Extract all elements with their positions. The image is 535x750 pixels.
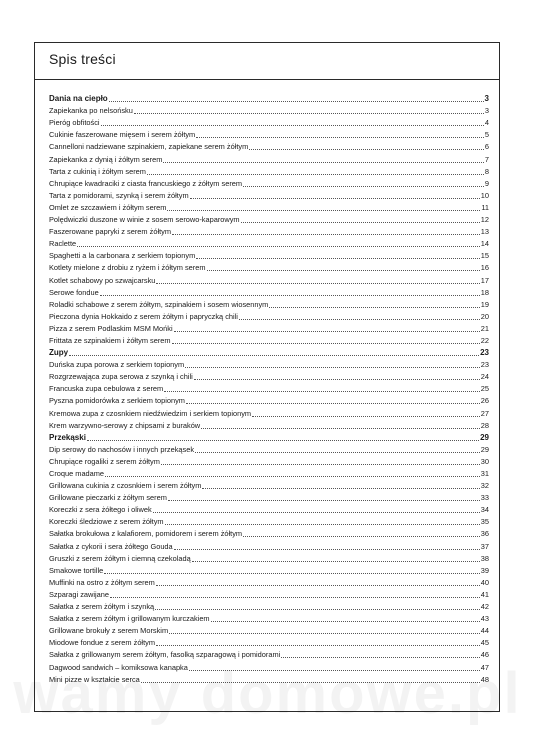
dot-leader (105, 473, 480, 477)
toc-page-number: 38 (480, 553, 489, 563)
toc-entry[interactable] (49, 273, 489, 285)
toc-entry[interactable] (49, 358, 489, 370)
toc-entry[interactable] (49, 612, 489, 624)
toc-page-number: 3 (484, 94, 489, 104)
toc-entry-title: Zapiekanka po nelsońsku (49, 106, 133, 116)
toc-page-number: 23 (480, 348, 489, 358)
toc-page-number: 24 (480, 372, 489, 382)
toc-entry-title: Tarta z cukinią i żółtym serem (49, 166, 146, 176)
toc-entry[interactable] (49, 527, 489, 539)
dot-leader (155, 606, 480, 610)
toc-page-number: 19 (480, 299, 489, 309)
dot-leader (109, 98, 484, 102)
toc-page-number: 36 (480, 529, 489, 539)
toc-section-heading[interactable] (49, 92, 489, 104)
dot-leader (249, 146, 484, 150)
toc-page-number: 47 (480, 662, 489, 672)
toc-page-number: 29 (480, 444, 489, 454)
toc-entry-title: Szparagi zawijane (49, 589, 109, 599)
toc-section-heading[interactable] (49, 431, 489, 443)
toc-entry[interactable] (49, 201, 489, 213)
toc-page-number: 30 (480, 456, 489, 466)
toc-page-number: 29 (480, 432, 489, 442)
table-of-contents (49, 92, 489, 685)
toc-entry[interactable] (49, 322, 489, 334)
dot-leader (207, 267, 480, 271)
dot-leader (241, 219, 480, 223)
dot-leader (192, 558, 480, 562)
toc-entry[interactable] (49, 189, 489, 201)
toc-page-number: 7 (484, 154, 489, 164)
toc-entry[interactable] (49, 128, 489, 140)
toc-entry-title: Sałatka z grillowanym serem żółtym, fasolką szparagową i pomidorami (49, 650, 281, 660)
toc-entry-title: Sałatka z serem żółtym i grillowanym kurczakiem (49, 614, 210, 624)
toc-page-number: 18 (480, 287, 489, 297)
toc-entry[interactable] (49, 503, 489, 515)
dot-leader (196, 255, 480, 259)
toc-entry[interactable] (49, 455, 489, 467)
toc-entry-title: Francuska zupa cebulowa z serem (49, 384, 164, 394)
toc-entry-title: Dagwood sandwich – komiksowa kanapka (49, 662, 188, 672)
dot-leader (110, 594, 480, 598)
toc-page-number: 46 (480, 650, 489, 660)
toc-entry-title: Faszerowane papryki z serem żółtym (49, 227, 171, 237)
toc-entry[interactable] (49, 298, 489, 310)
toc-entry-title: Gruszki z serem żółtym i ciemną czekoladą (49, 553, 191, 563)
dot-leader (281, 654, 480, 658)
toc-page-number: 11 (481, 202, 489, 212)
toc-entry-title: Duńska zupa porowa z serkiem topionym (49, 360, 185, 370)
toc-entry[interactable] (49, 660, 489, 672)
toc-entry[interactable] (49, 564, 489, 576)
toc-page-number: 48 (480, 674, 489, 684)
toc-section-heading[interactable] (49, 346, 489, 358)
document-page (34, 42, 500, 712)
toc-entry[interactable] (49, 624, 489, 636)
dot-leader (147, 171, 484, 175)
page-title: Spis treści (49, 51, 116, 67)
toc-page-number: 22 (480, 335, 489, 345)
dot-leader (77, 243, 480, 247)
toc-entry-title: Kotlety mielone z drobiu z ryżem i żółtym serem (49, 263, 206, 273)
toc-page-number: 17 (480, 275, 489, 285)
toc-page-number: 31 (480, 469, 489, 478)
dot-leader (168, 497, 480, 501)
toc-page-number: 39 (480, 565, 489, 575)
toc-entry[interactable] (49, 165, 489, 177)
toc-entry[interactable] (49, 419, 489, 431)
toc-page-number: 40 (480, 577, 489, 587)
toc-entry[interactable] (49, 394, 489, 406)
toc-entry-title: Chrupiące kwadraciki z ciasta francuskiego z żółtym serem (49, 178, 243, 188)
dot-leader (165, 521, 480, 525)
toc-entry[interactable] (49, 648, 489, 660)
toc-entry-title: Przekąski (49, 432, 86, 442)
toc-entry-title: Miodowe fondue z serem żółtym (49, 638, 155, 648)
toc-entry[interactable] (49, 576, 489, 588)
toc-page-number: 27 (480, 408, 489, 418)
dot-leader (156, 582, 480, 586)
dot-leader (104, 570, 480, 574)
toc-entry-title: Muffinki na ostro z żółtym serem (49, 577, 155, 587)
toc-entry-title: Pieróg obfitości (49, 118, 100, 128)
dot-leader (202, 485, 479, 489)
toc-entry[interactable] (49, 370, 489, 382)
toc-entry[interactable] (49, 491, 489, 503)
toc-entry[interactable] (49, 261, 489, 273)
toc-page-number: 14 (480, 239, 489, 249)
toc-entry-title: Raclette (49, 239, 77, 249)
toc-page-number: 28 (480, 420, 489, 430)
dot-leader (153, 509, 480, 513)
toc-page-number: 45 (480, 638, 489, 648)
toc-entry-title: Sałatka z serem żółtym i szynką (49, 602, 155, 612)
toc-page-number: 15 (480, 251, 489, 261)
toc-entry[interactable] (49, 140, 489, 152)
toc-entry[interactable] (49, 213, 489, 225)
toc-entry[interactable] (49, 673, 489, 685)
toc-page-number: 16 (480, 263, 489, 273)
toc-entry-title: Cukinie faszerowane mięsem i serem żółtym (49, 130, 196, 140)
toc-page-number: 33 (480, 493, 489, 503)
toc-entry-title: Spaghetti a la carbonara z serkiem topionym (49, 251, 196, 261)
dot-leader (172, 231, 480, 235)
toc-entry-title: Pizza z serem Podlaskim MSM Mońki (49, 323, 173, 333)
toc-page-number: 4 (484, 118, 489, 128)
dot-leader (190, 195, 480, 199)
dot-leader (174, 328, 480, 332)
toc-entry-title: Frittata ze szpinakiem i żółtym serem (49, 335, 171, 345)
dot-leader (69, 352, 479, 356)
toc-entry-title: Grillowane brokuły z serem Morskim (49, 626, 169, 636)
toc-entry[interactable] (49, 249, 489, 261)
dot-leader (243, 183, 484, 187)
dot-leader (252, 413, 480, 417)
toc-page-number: 34 (480, 505, 489, 515)
toc-page-number: 25 (480, 384, 489, 394)
toc-page-number: 3 (484, 106, 489, 116)
toc-entry-title: Smakowe tortille (49, 565, 104, 575)
dot-leader (169, 630, 480, 634)
dot-leader (239, 316, 480, 320)
toc-entry-title: Dip serowy do nachosów i innych przekąsek (49, 444, 195, 454)
toc-entry[interactable] (49, 515, 489, 527)
dot-leader (167, 207, 480, 211)
toc-page-number: 9 (484, 178, 489, 188)
toc-entry-title: Krem warzywno-serowy z chipsami z buraków (49, 420, 201, 430)
toc-entry-title: Sałatka z cykorii i sera żółtego Gouda (49, 541, 173, 551)
toc-entry[interactable] (49, 334, 489, 346)
toc-entry-title: Omlet ze szczawiem i żółtym serem (49, 202, 167, 212)
toc-page-number: 20 (480, 311, 489, 321)
toc-entry-title: Cannelloni nadziewane szpinakiem, zapiekane serem żółtym (49, 142, 249, 152)
toc-page-number: 42 (480, 602, 489, 612)
toc-page-number: 13 (480, 227, 489, 237)
dot-leader (163, 159, 484, 163)
toc-entry-title: Kremowa zupa z czosnkiem niedźwiedzim i serkiem topionym (49, 408, 252, 418)
toc-entry[interactable] (49, 152, 489, 164)
toc-page-number: 44 (480, 626, 489, 636)
toc-entry[interactable] (49, 479, 489, 491)
toc-entry[interactable] (49, 310, 489, 322)
toc-page-number: 32 (480, 481, 489, 491)
dot-leader (201, 425, 480, 429)
toc-entry-title: Zupy (49, 348, 69, 358)
toc-entry-title: Mini pizze w kształcie serca (49, 674, 140, 684)
dot-leader (186, 400, 480, 404)
dot-leader (172, 340, 480, 344)
toc-entry-title: Pyszna pomidorówka z serkiem topionym (49, 396, 185, 406)
toc-page-number: 21 (480, 323, 489, 333)
toc-page-number: 10 (480, 190, 489, 200)
toc-entry-title: Pieczona dynia Hokkaido z serem żółtym i papryczką chili (49, 311, 238, 321)
toc-entry[interactable] (49, 539, 489, 551)
dot-leader (87, 437, 479, 441)
toc-entry[interactable] (49, 177, 489, 189)
toc-entry-title: Dania na ciepło (49, 94, 108, 104)
toc-page-number: 41 (480, 589, 489, 599)
toc-entry-title: Serowe fondue (49, 287, 99, 297)
dot-leader (100, 292, 480, 296)
toc-entry[interactable] (49, 552, 489, 564)
toc-entry[interactable] (49, 116, 489, 128)
toc-page-number: 6 (484, 142, 489, 152)
toc-entry[interactable] (49, 225, 489, 237)
dot-leader (243, 533, 480, 537)
toc-entry-title: Grillowane pieczarki z żółtym serem (49, 493, 167, 503)
toc-page-number: 8 (484, 166, 489, 176)
toc-entry-title: Polędwiczki duszone w winie z sosem serowo-kaparowym (49, 215, 240, 225)
dot-leader (196, 134, 484, 138)
dot-leader (185, 364, 480, 368)
toc-entry[interactable] (49, 104, 489, 116)
toc-page-number: 23 (480, 360, 489, 370)
toc-entry[interactable] (49, 467, 489, 479)
toc-entry-title: Tarta z pomidorami, szynką i serem żółtym (49, 190, 189, 200)
dot-leader (164, 388, 480, 392)
toc-entry[interactable] (49, 406, 489, 418)
toc-entry[interactable] (49, 286, 489, 298)
dot-leader (174, 546, 480, 550)
dot-leader (189, 667, 480, 671)
toc-entry-title: Koreczki z sera żółtego i oliwek (49, 505, 152, 515)
toc-page-number: 43 (480, 614, 489, 624)
toc-page-number: 12 (480, 215, 489, 225)
toc-page-number: 35 (480, 517, 489, 527)
dot-leader (211, 618, 480, 622)
toc-entry-title: Rozgrzewająca zupa serowa z szynką i chili (49, 372, 193, 382)
toc-entry[interactable] (49, 600, 489, 612)
dot-leader (156, 642, 480, 646)
dot-leader (269, 304, 479, 308)
toc-page-number: 26 (480, 396, 489, 406)
dot-leader (195, 449, 480, 453)
toc-entry-title: Koreczki śledziowe z serem żółtym (49, 517, 164, 527)
toc-entry-title: Sałatka brokułowa z kalafiorem, pomidorem i serem żółtym (49, 529, 243, 539)
dot-leader (194, 376, 480, 380)
toc-entry[interactable] (49, 382, 489, 394)
toc-entry-title: Roladki schabowe z serem żółtym, szpinakiem i sosem wiosennym (49, 299, 269, 309)
toc-entry-title: Grillowana cukinia z czosnkiem i serem żółtym (49, 481, 202, 491)
toc-entry-title: Kotlet schabowy po szwajcarsku (49, 275, 156, 285)
toc-page-number: 37 (480, 541, 489, 551)
toc-entry-title: Chrupiące rogaliki z serem żółtym (49, 456, 160, 466)
toc-entry[interactable] (49, 636, 489, 648)
dot-leader (134, 110, 484, 114)
dot-leader (101, 122, 484, 126)
toc-entry[interactable] (49, 443, 489, 455)
title-divider (35, 79, 499, 80)
dot-leader (156, 280, 479, 284)
dot-leader (161, 461, 480, 465)
toc-entry-title: Zapiekanka z dynią i żółtym serem (49, 154, 163, 164)
toc-entry[interactable] (49, 237, 489, 249)
dot-leader (141, 679, 480, 683)
toc-page-number: 5 (484, 130, 489, 140)
toc-entry-title: Croque madame (49, 469, 105, 478)
toc-entry[interactable] (49, 588, 489, 600)
